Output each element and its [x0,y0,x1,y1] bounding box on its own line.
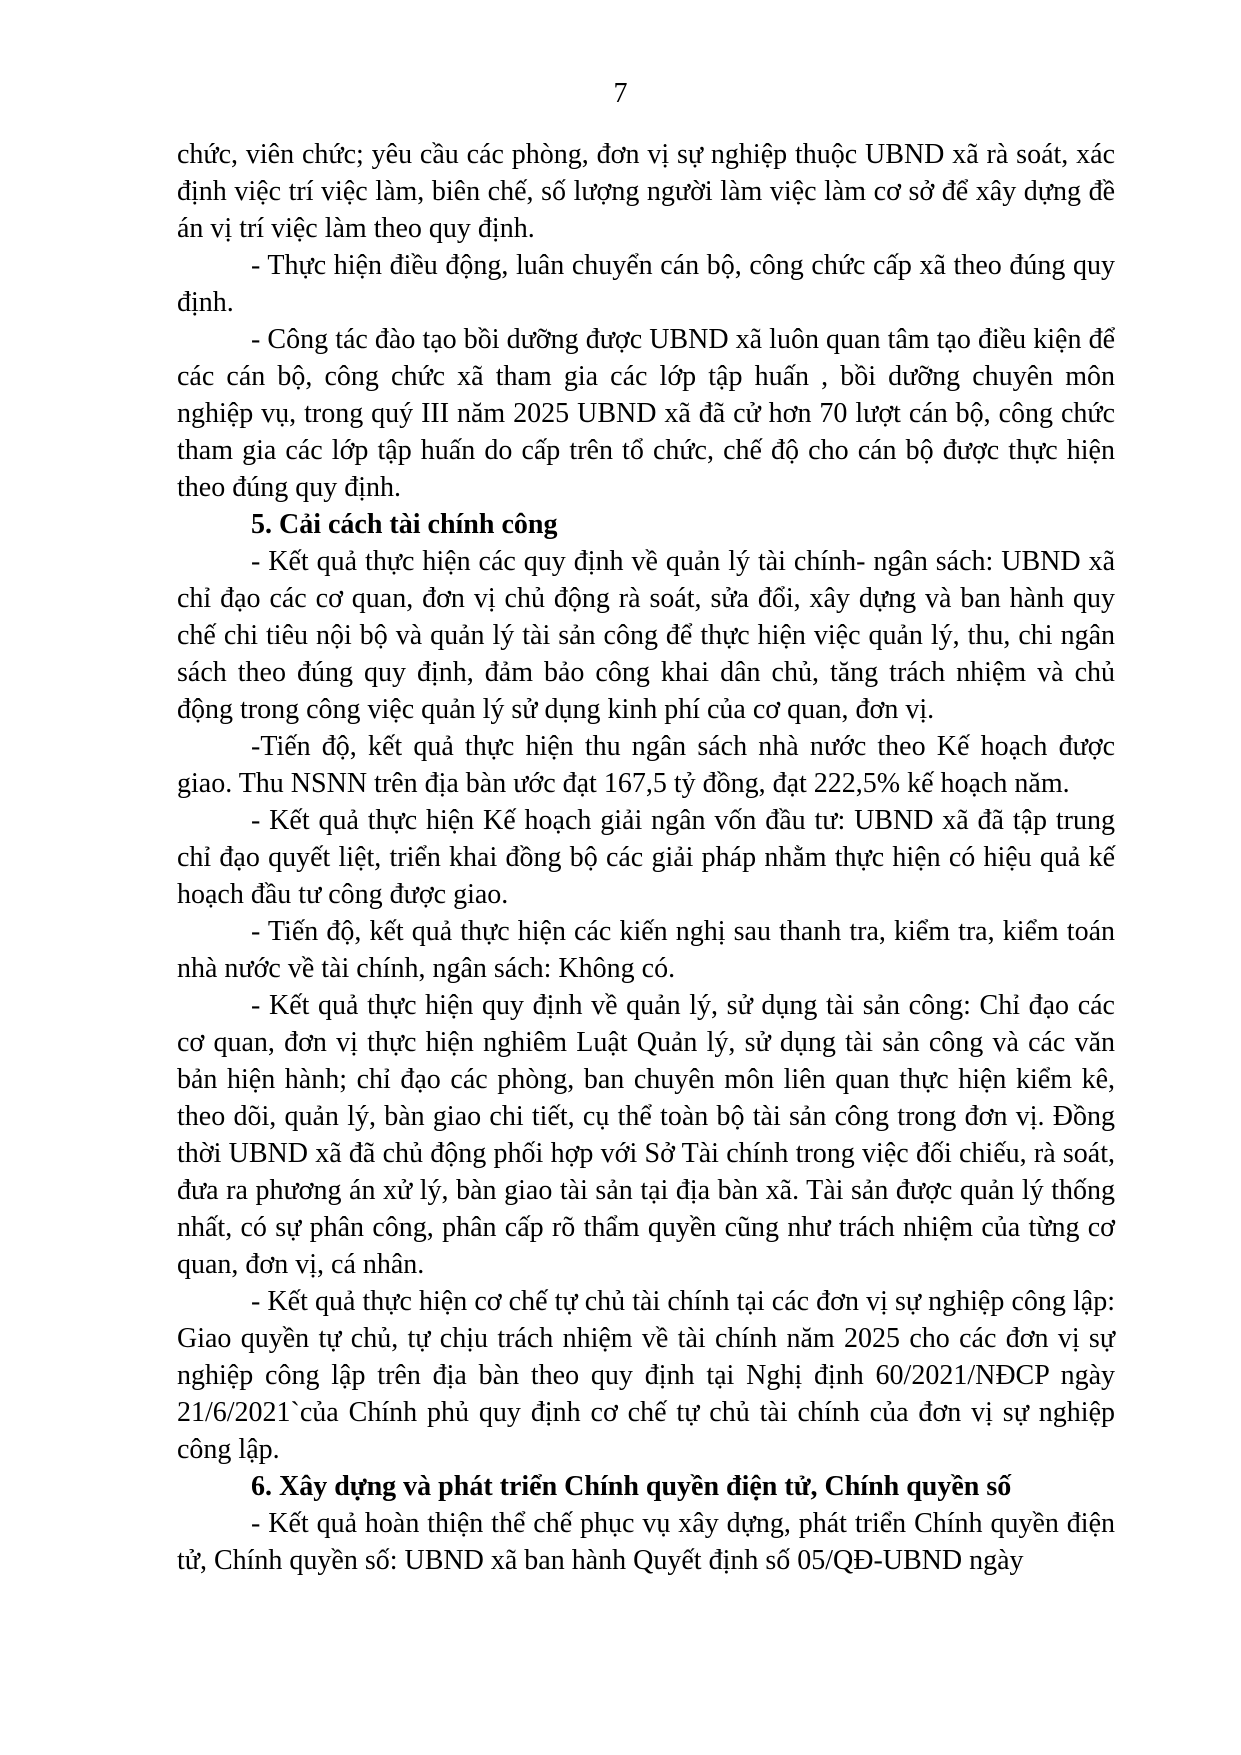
paragraph-training: - Công tác đào tạo bồi dưỡng được UBND xã luôn quan tâm tạo điều kiện để các cán bộ, công chức xã tham gia các lớp tập huấn , bồi dưỡng chuyên môn nghiệp vụ, trong quý III năm 2025 UBND xã đã cử hơn 70 lượt cán bộ, công chức tham gia các lớp tập huấn do cấp trên tổ chức, chế độ cho cán bộ được thực hiện theo đúng quy định. [177,324,1115,503]
page-number: 7 [613,78,628,109]
section-heading-6: 6. Xây dựng và phát triển Chính quyền điện tử, Chính quyền số [251,1471,1012,1502]
paragraph-investment-disbursement: - Kết quả thực hiện Kế hoạch giải ngân vốn đầu tư: UBND xã đã tập trung chỉ đạo quyết liệt, triển khai đồng bộ các giải pháp nhằm thực hiện có hiệu quả kế hoạch đầu tư công được giao. [177,805,1115,910]
paragraph-e-government: - Kết quả hoàn thiện thể chế phục vụ xây dựng, phát triển Chính quyền điện tử, Chính quyền số: UBND xã ban hành Quyết định số 05/QĐ-UBND ngày [177,1508,1115,1576]
section-heading-5: 5. Cải cách tài chính công [251,509,558,540]
paragraph-continuation: chức, viên chức; yêu cầu các phòng, đơn vị sự nghiệp thuộc UBND xã rà soát, xác định việc trí việc làm, biên chế, số lượng người làm việc làm cơ sở để xây dựng đề án vị trí việc làm theo quy định. [177,139,1115,244]
paragraph-inspection-recommendations: - Tiến độ, kết quả thực hiện các kiến nghị sau thanh tra, kiểm tra, kiểm toán nhà nước về tài chính, ngân sách: Không có. [177,916,1115,984]
paragraph-budget-management: - Kết quả thực hiện các quy định về quản lý tài chính- ngân sách: UBND xã chỉ đạo các cơ quan, đơn vị chủ động rà soát, sửa đổi, xây dựng và ban hành quy chế chi tiêu nội bộ và quản lý tài sản công để thực hiện việc quản lý, thu, chi ngân sách theo đúng quy định, đảm bảo công khai dân chủ, tăng trách nhiệm và chủ động trong công việc quản lý sử dụng kinh phí của cơ quan, đơn vị. [177,546,1115,725]
paragraph-staff-rotation: - Thực hiện điều động, luân chuyển cán bộ, công chức cấp xã theo đúng quy định. [177,250,1115,318]
document-body [177,136,1115,1579]
paragraph-public-assets: - Kết quả thực hiện quy định về quản lý, sử dụng tài sản công: Chỉ đạo các cơ quan, đơn vị thực hiện nghiêm Luật Quản lý, sử dụng tài sản công và các văn bản hiện hành; chỉ đạo các phòng, ban chuyên môn liên quan thực hiện kiểm kê, theo dõi, quản lý, bàn giao chi tiết, cụ thể toàn bộ tài sản công trong đơn vị. Đồng thời UBND xã đã chủ động phối hợp với Sở Tài chính trong việc đối chiếu, rà soát, đưa ra phương án xử lý, bàn giao tài sản tại địa bàn xã. Tài sản được quản lý thống nhất, có sự phân công, phân cấp rõ thẩm quyền cũng như trách nhiệm của từng cơ quan, đơn vị, cá nhân. [177,990,1115,1280]
paragraph-financial-autonomy: - Kết quả thực hiện cơ chế tự chủ tài chính tại các đơn vị sự nghiệp công lập: Giao quyền tự chủ, tự chịu trách nhiệm về tài chính năm 2025 cho các đơn vị sự nghiệp công lập trên địa bàn theo quy định tại Nghị định 60/2021/NĐCP ngày 21/6/2021`của Chính phủ quy định cơ chế tự chủ tài chính của đơn vị sự nghiệp công lập. [177,1286,1115,1465]
paragraph-revenue-progress: -Tiến độ, kết quả thực hiện thu ngân sách nhà nước theo Kế hoạch được giao. Thu NSNN trên địa bàn ước đạt 167,5 tỷ đồng, đạt 222,5% kế hoạch năm. [177,731,1115,799]
